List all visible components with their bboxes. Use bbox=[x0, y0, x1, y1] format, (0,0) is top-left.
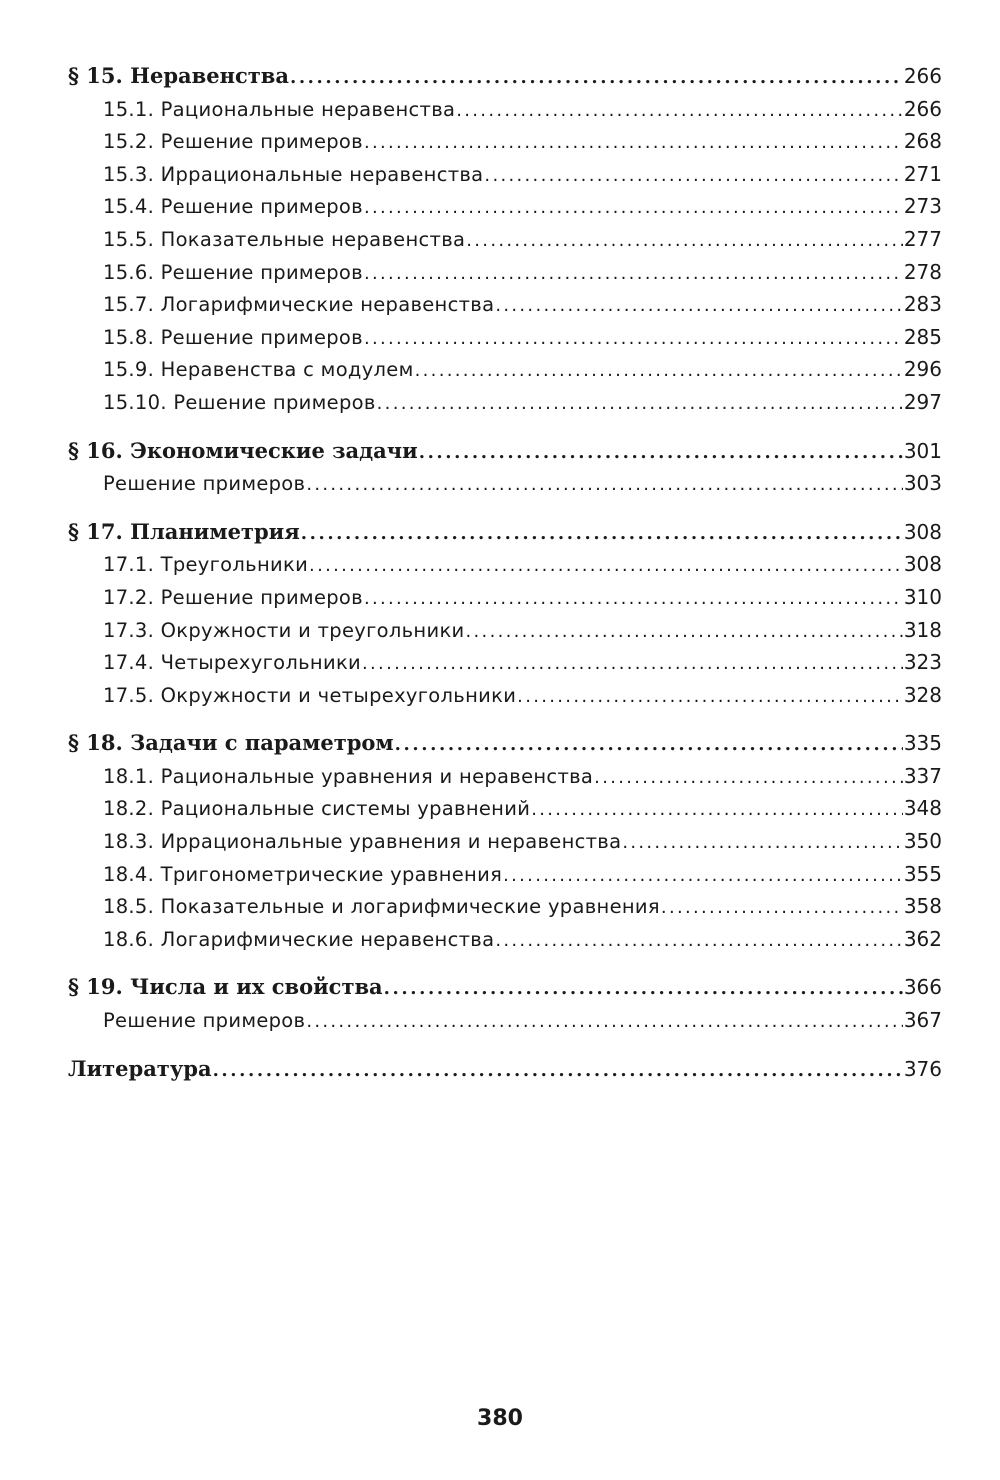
dot-leader bbox=[362, 648, 903, 681]
toc-entry-title: 15.4. Решение примеров bbox=[103, 195, 363, 219]
toc-entry[interactable] bbox=[68, 825, 942, 858]
dot-leader bbox=[415, 355, 903, 388]
toc-page-number: 367 bbox=[903, 1008, 942, 1033]
toc-heading-title: Литература bbox=[68, 1055, 212, 1081]
dot-leader bbox=[495, 925, 902, 958]
toc-entry[interactable] bbox=[68, 223, 942, 256]
toc-page-number: 278 bbox=[903, 259, 942, 284]
toc-page-number: 310 bbox=[903, 584, 942, 609]
toc-heading[interactable] bbox=[68, 60, 942, 93]
dot-leader bbox=[517, 681, 903, 714]
dot-leader bbox=[503, 860, 903, 893]
toc-entry-title: 17.3. Окружности и треугольники bbox=[103, 618, 465, 642]
dot-leader bbox=[419, 437, 903, 470]
toc-entry-title: 18.3. Иррациональные уравнения и неравенства bbox=[103, 830, 622, 854]
toc-entry-title: 18.4. Тригонометрические уравнения bbox=[103, 862, 503, 886]
toc-entry[interactable] bbox=[68, 467, 942, 500]
toc-entry-title: 15.6. Решение примеров bbox=[103, 260, 363, 284]
toc-section-19 bbox=[68, 971, 942, 1036]
toc-page-number: 277 bbox=[903, 226, 942, 251]
toc-entry-title: 15.7. Логарифмические неравенства bbox=[103, 293, 495, 317]
toc-entry[interactable] bbox=[68, 679, 942, 712]
toc-entry-title: 17.4. Четырехугольники bbox=[103, 651, 361, 675]
dot-leader bbox=[594, 762, 903, 795]
toc-entry-title: 15.5. Показательные неравенства bbox=[103, 227, 466, 251]
toc-page-number: 323 bbox=[903, 650, 942, 675]
toc-page-number: 268 bbox=[903, 129, 942, 154]
toc-section-17 bbox=[68, 516, 942, 712]
toc-entry[interactable] bbox=[68, 386, 942, 419]
toc-page-number: 308 bbox=[903, 519, 942, 544]
toc-entry[interactable] bbox=[68, 158, 942, 191]
toc-entry[interactable] bbox=[68, 256, 942, 289]
page-number: 380 bbox=[477, 1406, 523, 1431]
table-of-contents bbox=[68, 60, 942, 1101]
toc-section-18 bbox=[68, 727, 942, 955]
toc-heading[interactable] bbox=[68, 516, 942, 549]
toc-entry[interactable] bbox=[68, 792, 942, 825]
toc-entry-title: Решение примеров bbox=[103, 472, 306, 496]
dot-leader bbox=[213, 1055, 903, 1088]
toc-page-number: 273 bbox=[903, 194, 942, 219]
toc-page-number: 366 bbox=[903, 975, 942, 1000]
toc-entry-title: 15.10. Решение примеров bbox=[103, 390, 376, 414]
dot-leader bbox=[466, 225, 903, 258]
toc-entry-title: 17.2. Решение примеров bbox=[103, 585, 363, 609]
toc-entry-title: 15.2. Решение примеров bbox=[103, 130, 363, 154]
toc-page-number: 308 bbox=[903, 552, 942, 577]
toc-entry[interactable] bbox=[68, 890, 942, 923]
dot-leader bbox=[661, 892, 903, 925]
dot-leader bbox=[622, 827, 902, 860]
dot-leader bbox=[377, 388, 903, 421]
dot-leader bbox=[495, 290, 902, 323]
dot-leader bbox=[306, 469, 902, 502]
toc-page-number: 328 bbox=[903, 682, 942, 707]
toc-heading-title: § 16. Экономические задачи bbox=[68, 437, 418, 463]
toc-entry[interactable] bbox=[68, 125, 942, 158]
dot-leader bbox=[395, 729, 903, 762]
toc-heading-title: § 18. Задачи с параметром bbox=[68, 730, 394, 756]
toc-entry[interactable] bbox=[68, 93, 942, 126]
toc-page-number: 358 bbox=[903, 894, 942, 919]
toc-page-number: 296 bbox=[903, 357, 942, 382]
toc-section-15 bbox=[68, 60, 942, 419]
toc-page-number: 283 bbox=[903, 292, 942, 317]
toc-page-number: 303 bbox=[903, 471, 942, 496]
toc-page-number: 266 bbox=[903, 64, 942, 88]
toc-entry-title: 17.1. Треугольники bbox=[103, 553, 309, 577]
toc-page-number: 301 bbox=[903, 438, 942, 463]
toc-entry[interactable] bbox=[68, 548, 942, 581]
dot-leader bbox=[309, 550, 903, 583]
toc-section-literature bbox=[68, 1053, 942, 1086]
dot-leader bbox=[484, 160, 902, 193]
dot-leader bbox=[290, 62, 903, 95]
dot-leader bbox=[466, 616, 903, 649]
toc-heading[interactable] bbox=[68, 435, 942, 468]
toc-page-number: 362 bbox=[903, 926, 942, 951]
toc-page-number: 348 bbox=[903, 796, 942, 821]
toc-section-16 bbox=[68, 435, 942, 500]
toc-page-number: 335 bbox=[903, 731, 942, 756]
dot-leader bbox=[301, 518, 903, 551]
toc-entry-title: Решение примеров bbox=[103, 1009, 306, 1033]
dot-leader bbox=[531, 794, 903, 827]
toc-heading-title: § 15. Неравенства bbox=[68, 63, 289, 88]
dot-leader bbox=[364, 583, 903, 616]
toc-entry-title: 15.9. Неравенства с модулем bbox=[103, 358, 414, 382]
toc-entry[interactable] bbox=[68, 858, 942, 891]
toc-entry-title: 18.6. Логарифмические неравенства bbox=[103, 927, 495, 951]
toc-entry[interactable] bbox=[68, 353, 942, 386]
dot-leader bbox=[364, 127, 903, 160]
toc-heading-title: § 19. Числа и их свойства bbox=[68, 974, 383, 1000]
toc-entry-title: 18.5. Показательные и логарифмические уравнения bbox=[103, 895, 660, 919]
toc-heading-title: § 17. Планиметрия bbox=[68, 518, 300, 544]
dot-leader bbox=[384, 973, 903, 1006]
toc-page-number: 297 bbox=[903, 389, 942, 414]
toc-entry-title: 15.1. Рациональные неравенства bbox=[103, 97, 456, 121]
toc-entry-title: 15.8. Решение примеров bbox=[103, 325, 363, 349]
toc-entry[interactable] bbox=[68, 646, 942, 679]
toc-page-number: 318 bbox=[903, 617, 942, 642]
toc-page-number: 266 bbox=[903, 96, 942, 121]
toc-entry-title: 15.3. Иррациональные неравенства bbox=[103, 162, 484, 186]
toc-page-number: 376 bbox=[903, 1056, 942, 1081]
toc-heading[interactable] bbox=[68, 727, 942, 760]
toc-page-number: 337 bbox=[903, 763, 942, 788]
toc-page-number: 350 bbox=[903, 829, 942, 854]
toc-entry[interactable] bbox=[68, 923, 942, 956]
toc-entry[interactable] bbox=[68, 321, 942, 354]
toc-entry[interactable] bbox=[68, 614, 942, 647]
toc-entry[interactable] bbox=[68, 760, 942, 793]
toc-entry[interactable] bbox=[68, 190, 942, 223]
toc-entry-title: 17.5. Окружности и четырехугольники bbox=[103, 683, 517, 707]
dot-leader bbox=[364, 258, 903, 291]
dot-leader bbox=[306, 1006, 902, 1039]
dot-leader bbox=[456, 95, 903, 128]
toc-entry[interactable] bbox=[68, 1004, 942, 1037]
toc-entry[interactable] bbox=[68, 288, 942, 321]
toc-heading[interactable] bbox=[68, 971, 942, 1004]
toc-entry[interactable] bbox=[68, 581, 942, 614]
dot-leader bbox=[364, 192, 903, 225]
toc-heading[interactable] bbox=[68, 1053, 942, 1086]
toc-page-number: 355 bbox=[903, 861, 942, 886]
toc-entry-title: 18.1. Рациональные уравнения и неравенства bbox=[103, 764, 594, 788]
toc-entry-title: 18.2. Рациональные системы уравнений bbox=[103, 797, 531, 821]
toc-page-number: 271 bbox=[903, 161, 942, 186]
dot-leader bbox=[364, 323, 903, 356]
toc-page-number: 285 bbox=[903, 324, 942, 349]
